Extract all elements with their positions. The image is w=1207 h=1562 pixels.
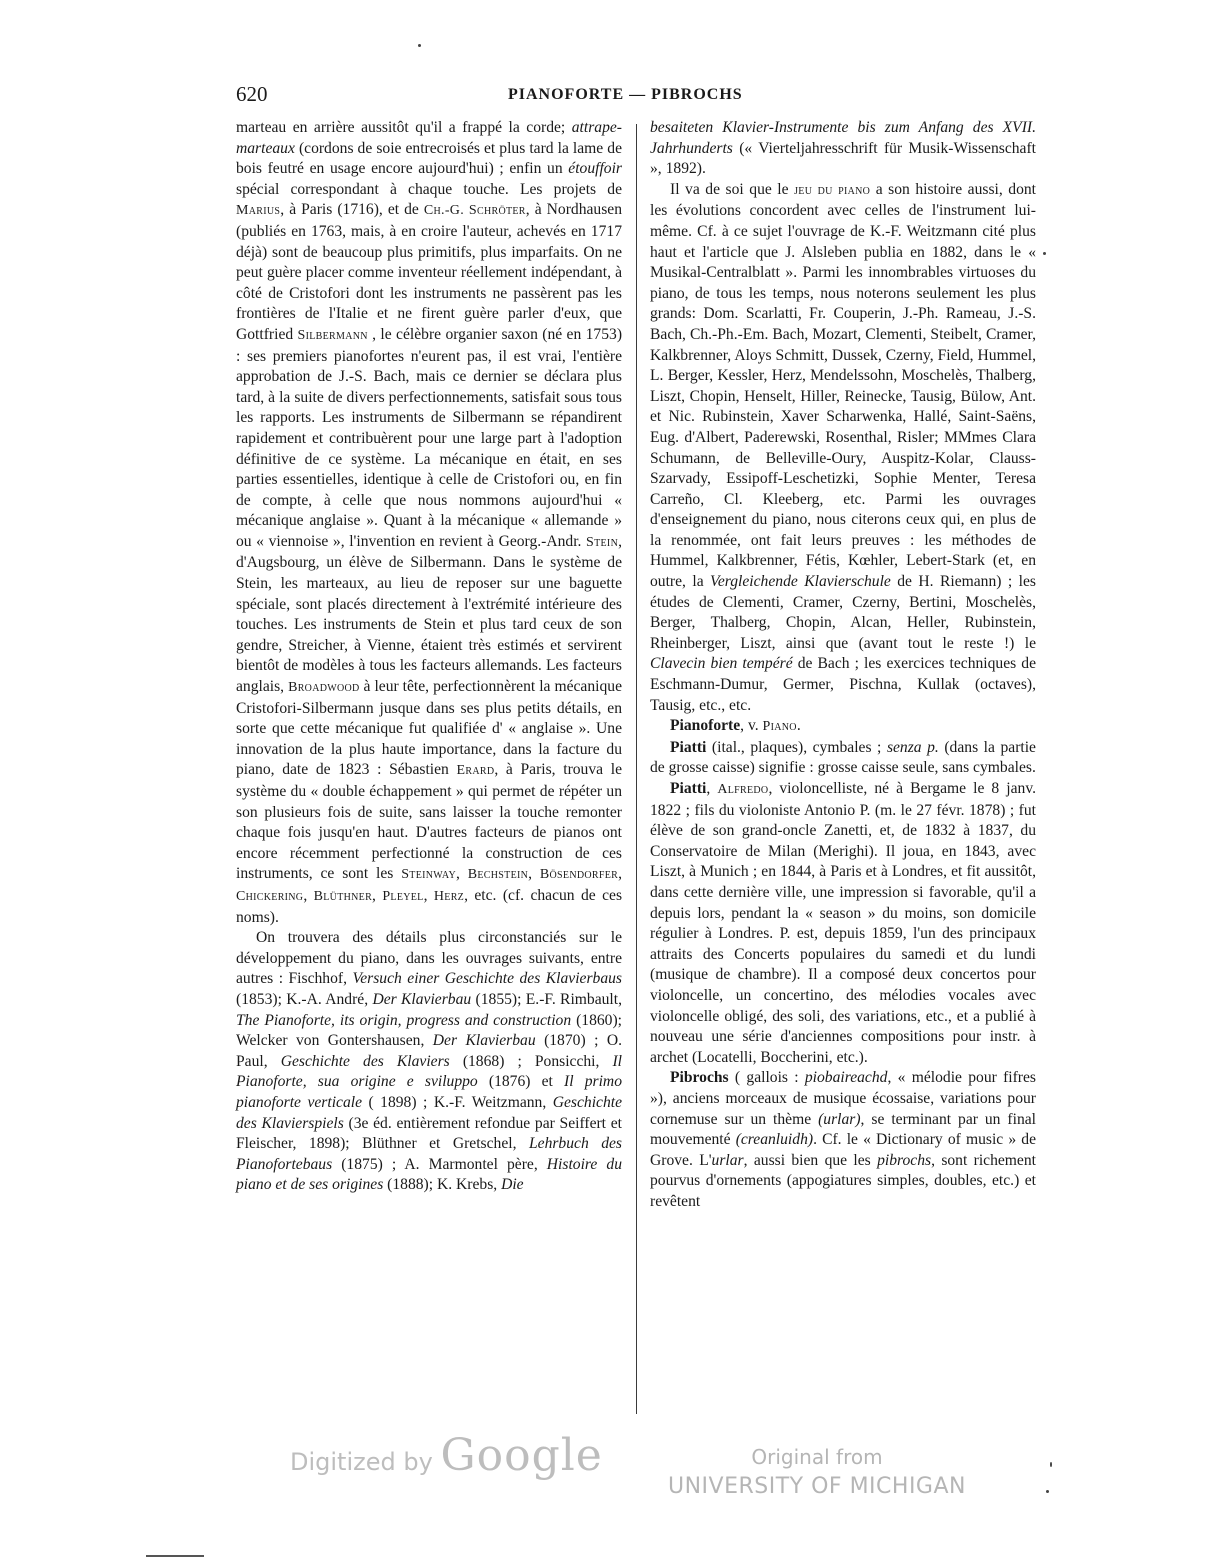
text-run: Der Klavierbau — [432, 1032, 536, 1050]
text-run: , — [618, 865, 623, 883]
scan-speck — [1046, 1490, 1049, 1493]
text-run: Piatti — [670, 780, 707, 797]
text-run: Chickering — [236, 888, 304, 904]
text-run: senza p. — [886, 738, 939, 756]
text-run: , sont richement pourvus d'ornements (appogiatures simples, doubles, etc.) et revêtent — [650, 1151, 1036, 1210]
text-run: , le célèbre organier saxon (né en 1753) : ses premiers pianofortes n'eurent pas, il est vrai, l'entière approbation de J.-S. Bach, mais ce dernier se déclara plus tard, à la suite de divers perfectionnements, satisfait sous tous les rapports. Les instruments de Silbermann se répandirent rapidement et contribuèrent pour une large part à l'adoption définitive de ce système. La mécanique en était, en ses parties essentielles, identique à celle de Cristofori ou, en fin de compte, à celle que nous nommons aujourd'hui « mécanique anglaise ». Quant à la mécanique « allemande » ou « viennoise », l'invention en revient à Georg.-Andr. — [236, 325, 623, 550]
text-run: marteau en arrière aussitôt qu'il a frappé la corde; — [236, 119, 572, 136]
paragraph — [236, 928, 622, 1196]
text-run: (creanluidh) — [735, 1131, 814, 1149]
text-run: attrape-marteaux — [236, 119, 622, 157]
text-run: Il va de soi que le — [670, 180, 795, 198]
library-watermark — [668, 1442, 966, 1502]
text-run: Pianoforte — [670, 717, 741, 735]
text-run: (1870) ; O. Paul, — [236, 1032, 622, 1070]
text-run: (« Vierteljahresschrift für Musik-Wissenschaft », 1892). — [650, 139, 1036, 178]
text-run: Il primo pianoforte verticale — [236, 1073, 622, 1111]
text-run: Broadwood — [288, 680, 360, 696]
text-run: spécial correspondant à chaque touche. Les projets de — [236, 180, 622, 198]
page-number: 620 — [236, 82, 268, 106]
text-run: (cordons de soie entrecroisés et plus tard la lame de bois feutré en usage encore aujourd'hui) ; enfin un — [236, 139, 622, 178]
paragraph — [650, 118, 1036, 180]
text-run: (3e éd. entièrement refondue par Seiffert et Fleischer, 1898); Blüthner et Gretschel, — [236, 1114, 622, 1153]
text-run: Stein — [586, 534, 619, 550]
text-run: , v. — [740, 717, 763, 735]
text-run: Bechstein — [467, 867, 529, 883]
text-run: , — [372, 886, 383, 904]
text-run: (ital., plaques), cymbales ; — [706, 738, 887, 756]
original-from-text: Original from — [751, 1445, 883, 1469]
text-run: (1853); K.-A. André, — [236, 990, 373, 1008]
text-run: . Cf. le « Dictionary of music » de Grove. L' — [650, 1131, 1036, 1169]
text-run: On trouvera des détails plus circonstanciés sur le développement du piano, dans les ouvrages suivants, entre autres : Fischhof, — [236, 929, 622, 988]
text-run: , à Paris, trouva le système du « double échappement » qui permet de répéter un son plusieurs fois de suite, sans laisser la touche remonter chaque fois jusqu'en haut. D'autres facteurs de pianos ont encore récemment perfectionné la construction de ces instruments, ce sont les — [236, 761, 622, 883]
text-run: (dans la partie de grosse caisse) signifie : grosse caisse seule, sans cymbales. — [650, 738, 1036, 777]
text-run: (1868) ; Ponsicchi, — [449, 1052, 613, 1070]
text-run: Die — [501, 1176, 524, 1194]
text-run: urlar — [711, 1151, 744, 1169]
column-divider — [636, 124, 637, 1414]
text-run: a son histoire aussi, dont les évolutions concordent avec celles de l'instrument lui-même. Cf. à ce sujet l'ouvrage de K.-F. Weitzmann cité plus haut et l'article que J. Alsleben publia en 1882, dans le « Musikal-Centralblatt ». Parmi les innombrables virtuoses du piano, de tous les temps, nous noterons seulement les plus grands: Dom. Scarlatti, Fr. Couperin, J.-Ph. Rameau, J.-S. Bach, Ch.-Ph.-Em. Bach, Mozart, Clementi, Steibelt, Cramer, Kalkbrenner, Aloys Schmitt, Dussek, Czerny, Field, Hummel, L. Berger, Kessler, Herz, Mendelssohn, Moschelès, Thalberg, Liszt, Chopin, Henselt, Hiller, Reinecke, Tausig, Bülow, Ant. et Nic. Rubinstein, Xaver Scharwenka, Hallé, Saint-Saëns, Eug. d'Albert, Paderewski, Rosenthal, Risler; MMmes Clara Schumann, de Belleville-Oury, Auspitz-Kolar, Clauss-Szarvady, Essipoff-Leschetizki, Sophie Menter, Teresa Carreño, Cl. Kleeberg, etc. Parmi les ouvrages d'enseignement du piano, nous citerons ceux qui, en plus de la renommée, ont fait leurs preuves : les méthodes de Hummel, Kalkbrenner, Fétis, Kœhler, Lebert-Stark (et, en outre, la — [650, 180, 1036, 591]
google-logo-text: Google — [440, 1430, 603, 1481]
text-run: ( 1898) ; K.-F. Weitzmann, — [362, 1093, 553, 1111]
text-run: Der Klavierbau — [372, 990, 472, 1008]
text-run: à leur tête, perfectionnèrent la mécanique Cristofori-Silbermann jusque dans ses plus petits détails, en sorte que cette mécanique fut qualifiée d' « anglaise ». Une innovation de la plus haute importance, dans la facture du piano, date de 1823 : Sébastien — [236, 678, 623, 779]
text-run: , — [706, 780, 718, 797]
text-run: , — [528, 865, 540, 883]
text-run: Histoire du piano et de ses origines — [236, 1155, 622, 1194]
text-run: Geschichte des Klaviers — [280, 1052, 450, 1070]
entry-piatti-alfredo — [650, 779, 1036, 1068]
text-run: , à Nordhausen (publiés en 1763, mais, à en croire l'auteur, achevés en 1717 déjà) sont de beaucoup plus primitifs, plus imparfaits. On ne peut guère placer comme inventeur réellement indépendant, à côté de Cristofori dont les instruments ne passèrent pas les frontières de l'Italie et ne firent guère parler d'eux, que Gottfried — [236, 201, 622, 343]
text-run: (urlar) — [818, 1110, 861, 1128]
text-run: besaiteten Klavier-Instrumente bis zum Anfang des XVII. Jahrhunderts — [650, 119, 1036, 157]
text-run: Lehrbuch des Pianofortebaus — [236, 1135, 622, 1173]
text-run: Bösendorfer — [539, 867, 619, 883]
text-run: (1860); Welcker von Gontershausen, — [236, 1011, 622, 1050]
text-run: Blüthner — [313, 888, 373, 904]
text-run: pibrochs — [877, 1151, 932, 1169]
text-run: de H. Riemann) ; les études de Clementi, Cramer, Czerny, Bertini, Moschelès, Berger, Thalberg, Chopin, Alcan, Heller, Rubinstein, Rheinberger, Liszt, ainsi que (avant tout le reste !) le — [650, 573, 1036, 652]
text-run: Alfredo — [717, 782, 769, 797]
left-column — [236, 118, 622, 1196]
text-run: , — [423, 886, 434, 904]
scan-speck — [1043, 252, 1046, 255]
paragraph — [650, 180, 1036, 716]
institution-text: UNIVERSITY OF MICHIGAN — [668, 1474, 966, 1499]
text-run: Herz — [433, 888, 465, 904]
text-run: . — [796, 717, 801, 735]
text-run: Vergleichende Klavierschule — [710, 573, 891, 591]
text-run: Versuch einer Geschichte des Klavierbaus — [352, 970, 622, 988]
text-run: (1876) et — [477, 1073, 565, 1091]
text-run: , etc. (cf. chacun de ces noms). — [236, 886, 623, 926]
text-run: Geschichte des Klavierspiels — [236, 1093, 623, 1132]
text-run: , se terminant par un final mouvementé — [650, 1110, 1036, 1149]
text-run: Pibrochs — [670, 1069, 729, 1087]
text-run: The Pianoforte, its origin, progress and construction — [236, 1011, 572, 1029]
text-run: , — [303, 886, 314, 904]
text-run: étouffoir — [568, 160, 622, 178]
text-run: Pleyel — [382, 888, 424, 904]
page-header — [236, 82, 1036, 112]
text-run: , violoncelliste, né à Bergame le 8 janv. 1822 ; fils du violoniste Antonio P. (m. le 27 févr. 1878) ; fut élève de son grand-oncle Zanetti, et, de 1832 à 1837, du Conservatoire de Milan (Merighi). Il joua, en 1843, avec Liszt, à Munich ; en 1844, à Paris et à Londres, et fit aussitôt, dans cette dernière ville, une impression si favorable, qu'il a depuis lors, pendant la « season » du moins, son domicile régulier à Londres. P. est, depuis 1859, l'un des principaux attraits des Concerts populaires du samedi et du lundi (musique de chambre). Il a composé deux concertos pour violoncelle, un concertino, des mélodies vocales avec violoncelle obligé, des soli, des variations, etc., et a publié à nouveau une série d'anciennes compositions pour instr. à archet (Locatelli, Boccherini, etc.). — [650, 780, 1037, 1066]
text-run: (1855); E.-F. Rimbault, — [471, 990, 622, 1008]
text-run: Silbermann — [297, 327, 368, 343]
text-run: Ch.-G. Schröter — [423, 203, 526, 219]
text-run: ( gallois : — [728, 1069, 805, 1087]
text-run: Il Pianoforte, sua origine e sviluppo — [236, 1052, 622, 1091]
entry-pianoforte — [650, 716, 1036, 738]
text-run: de Bach ; les exercices techniques de Eschmann-Dumur, Germer, Pischna, Kullak (octaves), Tausig, etc., etc. — [650, 655, 1036, 714]
text-run: (1875) ; A. Marmontel père, — [332, 1155, 547, 1173]
text-run: (1888); K. Krebs, — [383, 1176, 502, 1194]
text-run: Marius — [236, 203, 281, 219]
text-run: , « mélodie pour fifres »), anciens morceaux de musique écossaise, variations pour cornemuse sur un thème — [650, 1069, 1036, 1128]
digitized-by-text: Digitized by — [290, 1448, 433, 1476]
text-run: jeu du piano — [794, 182, 871, 198]
right-column — [650, 118, 1036, 1212]
entry-pibrochs — [650, 1068, 1036, 1212]
text-run: , à Paris (1716), et de — [280, 201, 424, 219]
scan-edge-line — [146, 1555, 204, 1557]
text-run: piobaireachd — [804, 1069, 888, 1087]
text-run: Piano — [762, 719, 797, 735]
text-run: , aussi bien que les — [743, 1151, 878, 1169]
text-run: Clavecin bien tempéré — [650, 655, 793, 673]
text-run: Erard — [456, 763, 495, 779]
paragraph — [236, 118, 622, 928]
entry-piatti-cymbals — [650, 738, 1036, 779]
scan-speck — [418, 44, 421, 47]
text-run: Steinway — [401, 867, 457, 883]
text-run: , d'Augsbourg, un élève de Silbermann. Dans le système de Stein, les marteaux, au lieu de reposer sur une baguette spéciale, sont placés directement à l'extrémité intérieure des touches. Les instruments de Stein et plus tard ceux de son gendre, Streicher, à Vienne, étaient très estimés et servirent bientôt de modèles à tous les facteurs allemands. Les facteurs anglais, — [236, 532, 622, 696]
text-run: Piatti — [670, 738, 707, 756]
running-title: PIANOFORTE — PIBROCHS — [508, 86, 743, 103]
google-watermark — [290, 1430, 603, 1481]
text-run: , — [456, 865, 468, 883]
scan-speck — [1050, 1462, 1052, 1467]
